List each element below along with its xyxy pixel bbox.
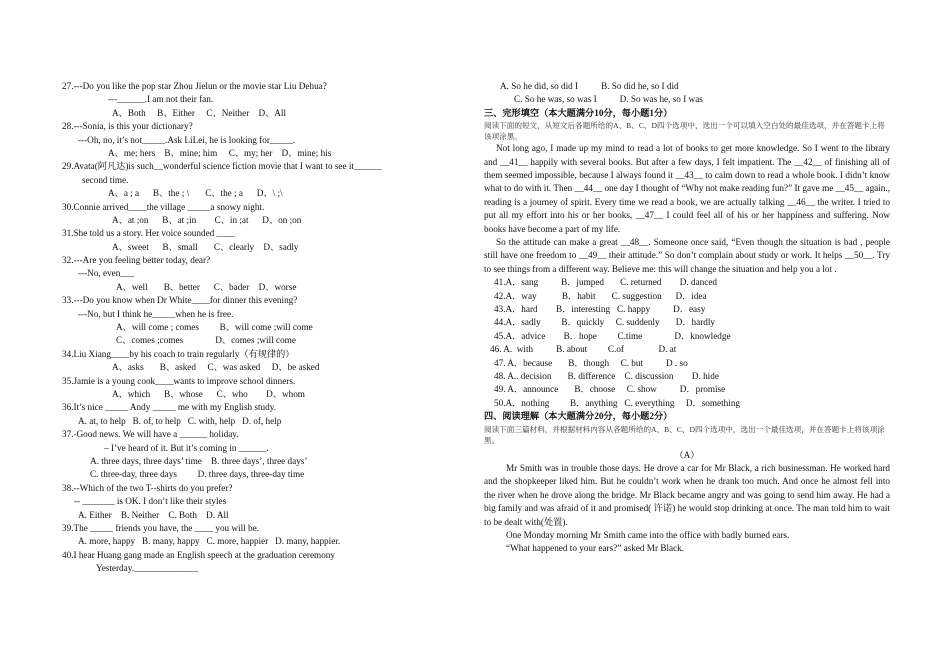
cloze-option-line-2: 42.A．way B．habit C. suggestion D．idea [494, 290, 707, 301]
question-line-34: 39.The _____ friends you have, the ____ you will be. [62, 522, 259, 533]
cloze-option-line-4: 44.A．sadly B．quickly C. suddenly D．hardly [494, 317, 715, 328]
question-line-25: 36.It’s nice _____ Andy _____ me with my English study. [62, 402, 277, 413]
passage-a-paragraph-3: “What happened to your ears?” asked Mr Black. [506, 543, 685, 554]
question-line-9: A、a ; a B、the ; \ C、the ; a D、\ ;\ [108, 188, 283, 199]
cloze-option-line-9: 49. A．announce B．choose C. show D．promise [494, 384, 726, 395]
question-line-1: 27.---Do you like the pop star Zhou Jielun or the movie star Liu Dehua? [62, 81, 327, 91]
question-line-20: C、comes ;comes D、comes ;will come [116, 335, 296, 346]
question-line-22: A、asks B、asked C、was asked D、be asked [112, 362, 320, 373]
question-line-18: ---No, but I think he_____when he is free. [78, 308, 234, 319]
question-line-24: A、which B、whose C、who D、whom [112, 388, 305, 399]
cloze-option-line-10: 50.A．nothing B．anything C. everything D．something [494, 397, 741, 408]
passage-a-paragraph-2: One Monday morning Mr Smith came into the office with badly burned ears. [506, 529, 790, 540]
cloze-options [484, 276, 890, 410]
question-line-8: second time. [82, 174, 129, 185]
right-column [484, 80, 890, 556]
question-line-19: A、will come ; comes B、will come ;will come [116, 322, 313, 333]
cloze-section [484, 107, 890, 410]
question-line-14: 32.---Are you feeling better today, dear? [62, 255, 211, 266]
left-column [62, 80, 462, 575]
question-line-21: 34.Liu Xiang____by his coach to train regularly（有规律的） [62, 348, 295, 359]
question-line-13: A、sweet B、small C、clearly D、sadly [112, 241, 299, 252]
question-line-10: 30.Connie arrived____the village _____a snowy night. [62, 201, 265, 212]
question-line-2: ---______.I am not their fan. [108, 94, 214, 105]
passage-a-paragraph-1: Mr Smith was in trouble those days. He drove a car for Mr Black, a rich businessman. He worked hard and the shopkeeper liked him. But he couldn’t work when he drank too much. And once he almost fell into the river when he drove along the bridge. Mr Black became angry and was going to send him away. He had a big family and was afraid of it and promised( 许诺) he would stop drinking at once. The man told him to wait to be dealt with(处置). [484, 462, 890, 527]
option-line-1: A. So he did, so did I B. So did he, so I did [500, 81, 679, 91]
question-line-27: 37.-Good news. We will have a ______ holiday. [62, 429, 239, 440]
section-3-title: 三、完形填空（本大题满分10分，每小题1分） [484, 107, 673, 118]
question-line-29: A. three days, three days’ time B. three days’, three days’ [90, 455, 308, 466]
cloze-paragraph-1: Not long ago, I made up my mind to read a lot of books to get more knowledge. So I went to the library and __41__ happily with several books. But after a few days, I felt impatient. The __42__ of finishing all of them seemed impossible, because I always found it __43__ to calm down to read a whole book. I didn’t know what to do with it. Then __44__ one day I thought of “Why not make reading fun?” It gave me __45__ again., reading is a journey of spirit. Every time we read a book, we are actually talking __46__ the writer. I tried to put all my effort into his or her books, __47__ I could feel all of his or her happiness and suffering. Now books have become a part of my life. [484, 143, 890, 234]
section-4-title: 四、阅读理解（本大题满分20分，每小题2分） [484, 411, 673, 422]
question-line-7: 29.Avata(阿凡达)is such__wonderful science fiction movie that I want to see it______ [62, 161, 382, 172]
reading-section [484, 410, 890, 556]
question-line-16: A、well B、better C、bader D、worse [116, 281, 297, 292]
question-line-17: 33.---Do you know when Dr White____for dinner this evening? [62, 295, 298, 306]
question-line-37: Yesterday.______________ [96, 563, 199, 574]
question-line-28: – I’ve heard of it. But it’s coming in ______. [104, 442, 269, 453]
question-line-11: A、at ;on B、at ;in C、in ;at D、on ;on [112, 214, 302, 225]
cloze-paragraph-2: So the attitude can make a great __48__. Someone once said, “Even though the situation is bad , people still have one freedom to __49__ their attitude.” So don’t complain about study or work. It helps __50__. Try to see things from a different way. Believe me: this will change the situation and help you a lot . [484, 237, 890, 274]
cloze-option-line-8: 48. A.. decision B. difference C. discussion D. hide [494, 370, 719, 381]
option-line-2: C. So he was, so was I D. So was he, so I was [514, 94, 703, 105]
passage-a-label: （A） [674, 449, 700, 460]
cloze-option-line-6: 46. A. with B. about C.of D. at [490, 344, 677, 355]
question-line-5: ---Oh, no, it’s not_____.Ask LiLei, he is looking for_____. [78, 134, 296, 145]
section-4-instruction: 阅读下面三篇材料，并根据材料内容从各题所给的A、B、C、D四个选项中，选出一个最佳选项，并在答题卡上将该项涂黑。 [484, 424, 885, 445]
question-line-26: A. at, to help B. of, to help C. with, help D. of, help [78, 415, 282, 426]
cloze-option-line-3: 43.A．hard B．interesting C. happy D．easy [494, 304, 706, 315]
question-line-6: A、me; hers B、mine; him C、my; her D、mine; his [108, 147, 332, 158]
question-line-23: 35.Jamie is a young cook____wants to improve school dinners. [62, 375, 296, 386]
question-line-31: 38.--Which of the two T--shirts do you prefer? [62, 482, 233, 493]
question-line-30: C. three-day, three days D. three days, three-day time [90, 469, 305, 480]
cloze-option-line-5: 45.A．advice B．hope C.time D．knowledge [494, 330, 731, 341]
question-line-15: ---No, even___ [78, 268, 135, 279]
question-line-32: -- _______ is OK. I don’t like their styles [74, 496, 227, 507]
question-line-33: A. Either B. Neither C. Both D. All [78, 509, 229, 520]
question-line-36: 40.I hear Huang gang made an English speech at the graduation ceremony [62, 549, 335, 560]
question-line-12: 31.She told us a story. Her voice sounded ____ [62, 228, 235, 239]
section-3-instruction: 阅读下面的短文，从短文后各题所给的A、B、C、D四个选项中，选出一个可以填入空白处的最佳选项，并在答题卡上将该项涂黑。 [484, 121, 885, 142]
cloze-option-line-7: 47. A．because B．though C. but D . so [494, 357, 688, 368]
cloze-option-line-1: 41.A．sang B．jumped C. returned D. danced [494, 277, 718, 288]
question-line-3: A、Both B、Either C、Neither D、All [112, 107, 287, 118]
question-40-options [484, 80, 890, 107]
question-line-35: A. more, happy B. many, happy C. more, happier D. many, happier. [78, 536, 341, 547]
question-line-4: 28.---Sonia, is this your dictionary? [62, 121, 193, 132]
